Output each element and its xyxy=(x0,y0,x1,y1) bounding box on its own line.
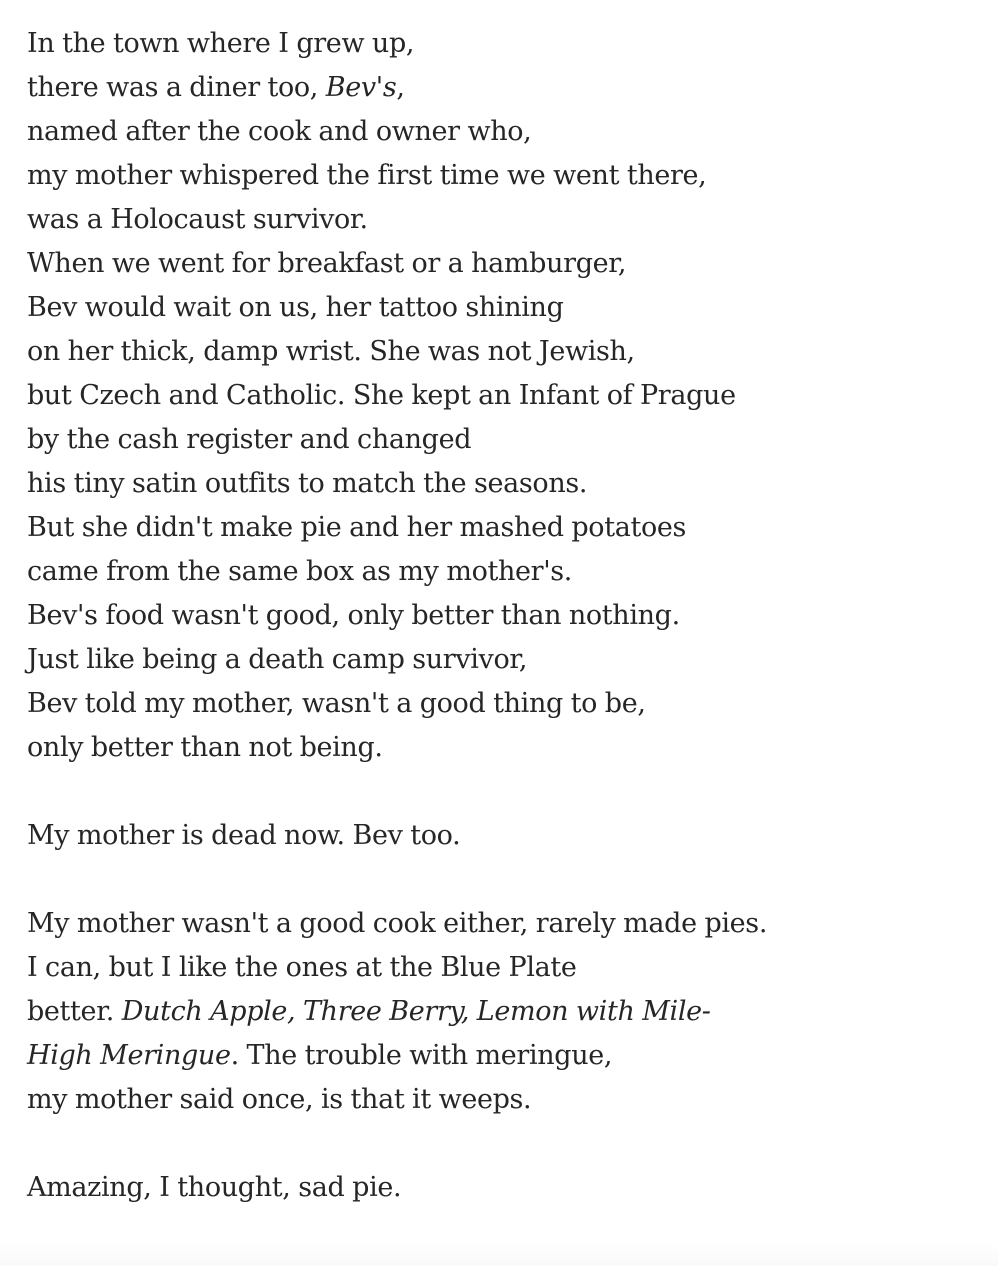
poem-line: But she didn't make pie and her mashed potatoes xyxy=(27,512,686,543)
diner-name: Bev's xyxy=(325,72,397,103)
poem-line: was a Holocaust survivor. xyxy=(27,204,368,235)
poem-line: but Czech and Catholic. She kept an Infant of Prague xyxy=(27,380,736,411)
poem-line: his tiny satin outfits to match the seasons. xyxy=(27,468,588,499)
pie-list-continued: High Meringue xyxy=(27,1040,231,1071)
poem-line: my mother said once, is that it weeps. xyxy=(27,1084,532,1115)
poem-line: My mother is dead now. Bev too. xyxy=(27,820,461,851)
line-text: , xyxy=(396,72,405,103)
stanza-1 xyxy=(27,22,987,770)
poem-line: only better than not being. xyxy=(27,732,383,763)
stanza-2 xyxy=(27,814,987,858)
line-text: better. xyxy=(27,996,122,1027)
pie-list: Dutch Apple, Three Berry, Lemon with Mile- xyxy=(121,996,711,1027)
poem-line: Bev's food wasn't good, only better than nothing. xyxy=(27,600,680,631)
poem-line: Just like being a death camp survivor, xyxy=(27,644,528,675)
bottom-fade xyxy=(0,1242,998,1266)
poem-line: my mother whispered the first time we went there, xyxy=(27,160,707,191)
stanza-3 xyxy=(27,902,987,1122)
poem-line: Bev told my mother, wasn't a good thing to be, xyxy=(27,688,646,719)
poem-line: Amazing, I thought, sad pie. xyxy=(27,1172,402,1203)
poem-line: When we went for breakfast or a hamburger, xyxy=(27,248,627,279)
poem-line: In the town where I grew up, xyxy=(27,28,415,59)
poem-line xyxy=(27,990,987,1034)
stanza-4 xyxy=(27,1166,987,1210)
poem-line: by the cash register and changed xyxy=(27,424,472,455)
poem-line: named after the cook and owner who, xyxy=(27,116,532,147)
poem-line: Bev would wait on us, her tattoo shining xyxy=(27,292,564,323)
poem-line xyxy=(27,66,987,110)
poem-line: I can, but I like the ones at the Blue Plate xyxy=(27,952,577,983)
poem-line: My mother wasn't a good cook either, rarely made pies. xyxy=(27,908,768,939)
line-text: there was a diner too, xyxy=(27,72,326,103)
poem-text xyxy=(27,22,987,1254)
poem-line: on her thick, damp wrist. She was not Jewish, xyxy=(27,336,635,367)
line-text: . The trouble with meringue, xyxy=(230,1040,613,1071)
poem-line xyxy=(27,1034,987,1078)
poem-line: came from the same box as my mother's. xyxy=(27,556,573,587)
